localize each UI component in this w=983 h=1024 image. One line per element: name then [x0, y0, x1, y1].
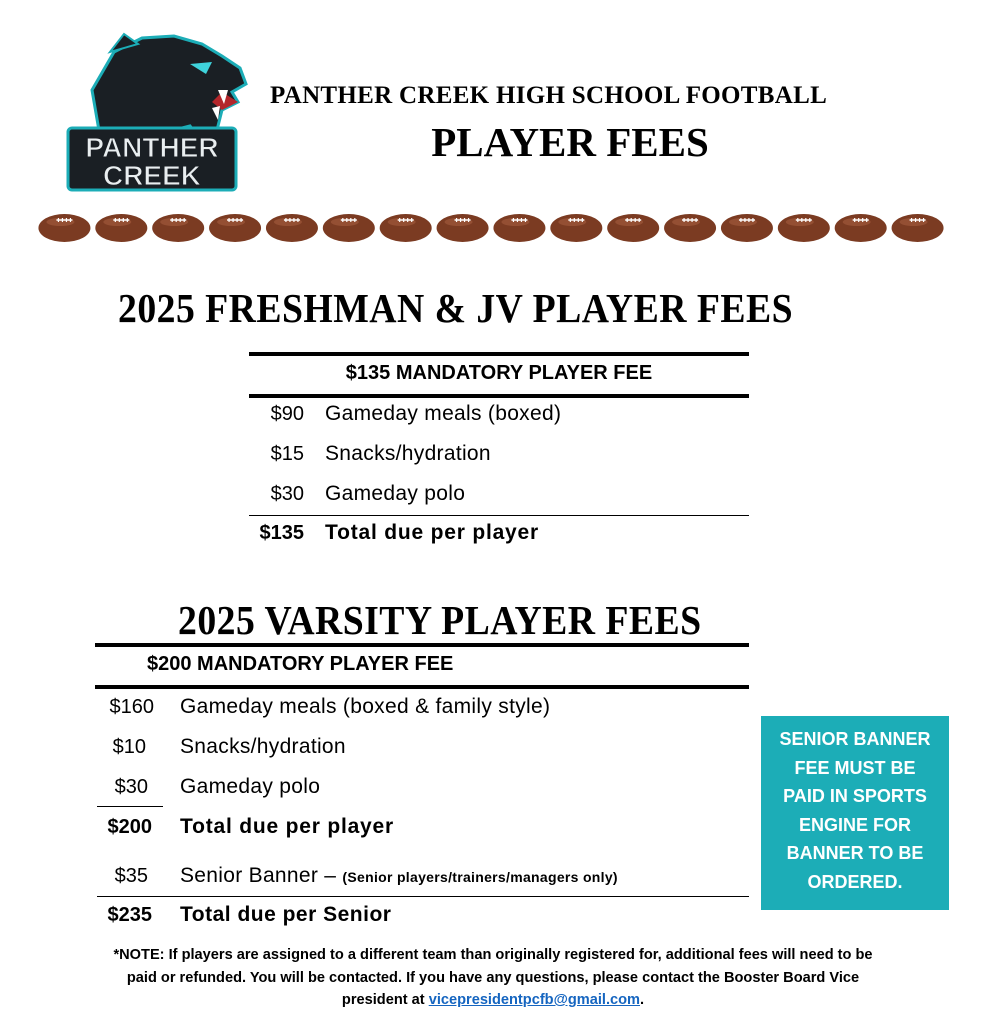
freshman-amount: $15	[270, 443, 304, 465]
page-title: PLAYER FEES	[431, 119, 709, 165]
varsity-amount: $30	[114, 776, 148, 798]
email-link[interactable]: vicepresidentpcfb@gmail.com	[428, 992, 641, 1008]
senior-total-amount: $235	[107, 904, 152, 926]
footnote	[30, 944, 956, 1012]
footnote-line-1: *NOTE: If players are assigned to a different team than originally registered for, additional fees will need to be	[113, 947, 873, 963]
football-icon	[152, 214, 204, 242]
callout-line: FEE MUST BE	[794, 757, 916, 778]
football-icon	[323, 214, 375, 242]
varsity-total-desc: Total due per player	[180, 815, 394, 838]
callout-line: ORDERED.	[807, 871, 903, 892]
freshman-section-title: 2025 FRESHMAN & JV PLAYER FEES	[118, 285, 794, 331]
freshman-desc: Gameday polo	[325, 482, 466, 505]
footnote-line-2: paid or refunded. You will be contacted. If you have any questions, please contact the Booster Board Vice	[126, 969, 860, 986]
varsity-desc: Gameday meals (boxed & family style)	[180, 695, 551, 718]
callout-line: PAID IN SPORTS	[783, 786, 927, 807]
senior-banner-amount: $35	[114, 865, 148, 887]
football-icon	[266, 214, 318, 242]
football-icon	[892, 214, 944, 242]
freshman-desc: Snacks/hydration	[325, 442, 491, 465]
varsity-total-amount: $200	[107, 816, 152, 838]
senior-banner-line	[180, 864, 618, 888]
varsity-amount: $10	[112, 736, 146, 758]
callout-line: SENIOR BANNER	[779, 729, 931, 749]
football-icon	[437, 214, 489, 242]
logo-text-panther: PANTHER	[85, 132, 219, 163]
football-icon	[550, 214, 602, 242]
football-divider	[36, 208, 946, 248]
panther-creek-logo	[62, 30, 248, 198]
senior-total-desc: Total due per Senior	[180, 903, 392, 926]
footnote-suffix: .	[640, 992, 645, 1008]
varsity-fee-header: $200 MANDATORY PLAYER FEE	[147, 653, 454, 675]
football-icon	[493, 214, 545, 242]
football-icon	[664, 214, 716, 242]
freshman-fee-header: $135 MANDATORY PLAYER FEE	[345, 362, 653, 384]
freshman-top-rule	[249, 352, 749, 356]
freshman-total-desc: Total due per player	[325, 521, 539, 544]
senior-banner-desc: Senior Banner –	[180, 864, 337, 887]
callout-line: BANNER TO BE	[786, 843, 924, 864]
varsity-desc: Snacks/hydration	[180, 735, 346, 758]
varsity-desc: Gameday polo	[180, 775, 321, 798]
senior-banner-note: (Senior players/trainers/managers only)	[342, 869, 618, 885]
senior-total-rule	[97, 896, 749, 897]
logo-text-creek: CREEK	[102, 160, 202, 191]
varsity-amount: $160	[109, 696, 154, 718]
senior-banner-callout	[761, 716, 949, 910]
footnote-line-3	[30, 989, 956, 1012]
varsity-section-title: 2025 VARSITY PLAYER FEES	[178, 597, 702, 643]
school-name: PANTHER CREEK HIGH SCHOOL FOOTBALL	[270, 82, 828, 109]
football-icon	[721, 214, 773, 242]
footnote-prefix: president at	[341, 992, 429, 1008]
football-icon	[95, 214, 147, 242]
freshman-total-rule	[249, 515, 749, 516]
freshman-amount: $90	[270, 403, 304, 425]
football-icon	[38, 214, 90, 242]
varsity-total-rule	[97, 806, 163, 807]
callout-line: ENGINE FOR	[798, 814, 911, 835]
freshman-total-amount: $135	[259, 522, 304, 544]
football-icon	[380, 214, 432, 242]
football-icon	[835, 214, 887, 242]
football-icon	[209, 214, 261, 242]
varsity-top-rule	[95, 643, 749, 647]
football-icon	[607, 214, 659, 242]
freshman-header-rule	[249, 394, 749, 398]
varsity-header-rule	[95, 685, 749, 689]
freshman-desc: Gameday meals (boxed)	[325, 402, 562, 425]
football-icon	[778, 214, 830, 242]
freshman-amount: $30	[270, 483, 304, 505]
